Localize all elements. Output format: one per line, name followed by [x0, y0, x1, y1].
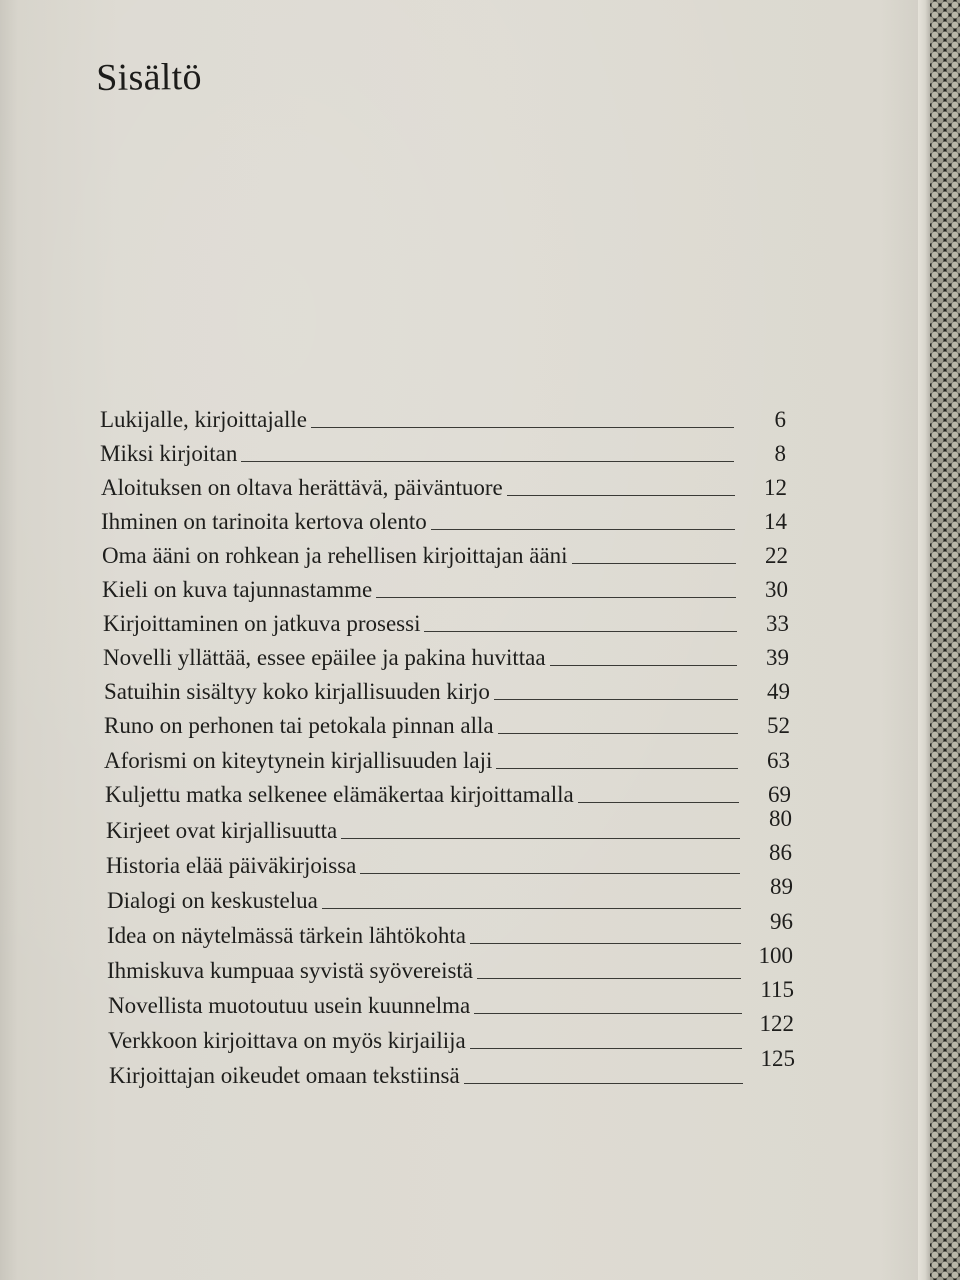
toc-entry-page: 80 — [769, 806, 792, 831]
toc-entry — [100, 438, 786, 468]
toc-entry-title: Ihmiskuva kumpuaa syvistä syövereistä — [107, 958, 474, 983]
toc-entry — [102, 540, 788, 570]
toc-entry — [104, 676, 790, 706]
toc-entry — [106, 840, 792, 880]
toc-entry-title: Novellista muotoutuu usein kuunnelma — [108, 993, 471, 1018]
toc-entry — [108, 1011, 794, 1055]
toc-entry-title: Kirjoittaminen on jatkuva prosessi — [103, 611, 421, 636]
toc-entry-title: Ihminen on tarinoita kertova olento — [101, 509, 427, 534]
toc-entry — [101, 506, 787, 536]
toc-entry-title: Kuljettu matka selkenee elämäkertaa kirjoittamalla — [105, 782, 574, 807]
toc-entry-title: Idea on näytelmässä tärkein lähtökohta — [107, 923, 466, 948]
leader-line — [498, 733, 738, 734]
leader-line — [341, 838, 740, 839]
page-title: Sisältö — [96, 55, 203, 99]
leader-line — [322, 908, 741, 909]
leader-line — [474, 1013, 742, 1014]
toc-entry-page: 33 — [766, 611, 789, 636]
leader-line — [360, 873, 740, 874]
leader-line — [578, 802, 739, 803]
leader-line — [464, 1083, 743, 1084]
toc-entry-page: 14 — [764, 509, 787, 534]
fabric-background — [930, 0, 960, 1280]
leader-line — [507, 495, 735, 496]
toc-entry — [104, 745, 790, 775]
toc-entry-title: Kirjoittajan oikeudet omaan tekstiinsä — [109, 1063, 460, 1088]
leader-line — [477, 978, 741, 979]
toc-entry-page: 12 — [764, 475, 787, 500]
toc-entry-title: Aloituksen on oltava herättävä, päiväntuore — [101, 475, 503, 500]
toc-entry-title: Dialogi on keskustelua — [107, 888, 318, 913]
toc-entry — [107, 874, 793, 915]
leader-line — [470, 943, 741, 944]
toc-entry-page: 63 — [767, 748, 790, 773]
toc-entry-title: Aforismi on kiteytynein kirjallisuuden laji — [104, 748, 493, 773]
toc-entry — [109, 1046, 795, 1090]
toc-entry-page: 8 — [774, 441, 786, 466]
toc-entry-page: 69 — [768, 782, 791, 807]
toc-entry — [107, 909, 793, 950]
leader-line — [431, 529, 735, 530]
leader-line — [470, 1048, 742, 1049]
leader-line — [424, 631, 737, 632]
toc-entry — [103, 608, 789, 638]
toc-entry-title: Lukijalle, kirjoittajalle — [100, 407, 307, 432]
leader-line — [376, 597, 736, 598]
toc-entry — [103, 642, 789, 672]
toc-entry-title: Oma ääni on rohkean ja rehellisen kirjoittajan ääni — [102, 543, 568, 568]
leader-line — [550, 665, 737, 666]
toc-entry-page: 125 — [760, 1046, 795, 1071]
toc-entry — [101, 472, 787, 502]
toc-entry-page: 100 — [758, 943, 793, 968]
toc-entry — [100, 404, 786, 434]
toc-entry-title: Kieli on kuva tajunnastamme — [102, 577, 373, 602]
toc-entry-page: 89 — [770, 874, 793, 899]
toc-entry — [102, 574, 788, 604]
toc-entry-title: Runo on perhonen tai petokala pinnan alla — [104, 713, 494, 738]
toc-entry-title: Novelli yllättää, essee epäilee ja pakina huvittaa — [103, 645, 546, 670]
toc-entry-page: 22 — [765, 543, 788, 568]
toc-entry-page: 52 — [767, 713, 790, 738]
toc-entry-page: 86 — [769, 840, 792, 865]
toc-entry-page: 49 — [767, 679, 790, 704]
toc-entry — [106, 806, 792, 845]
toc-entry-title: Kirjeet ovat kirjallisuutta — [106, 818, 338, 843]
leader-line — [572, 563, 736, 564]
toc-entry-page: 115 — [760, 977, 794, 1002]
toc-entry — [107, 943, 793, 985]
leader-line — [311, 427, 734, 428]
toc-entry — [108, 977, 794, 1020]
leader-line — [496, 768, 738, 769]
page-edge — [918, 0, 930, 1280]
toc-entry-page: 6 — [774, 407, 786, 432]
toc-entry-page: 96 — [770, 909, 793, 934]
toc-entry-title: Verkkoon kirjoittava on myös kirjailija — [108, 1028, 466, 1053]
leader-line — [241, 461, 734, 462]
toc-entry-title: Satuihin sisältyy koko kirjallisuuden kirjo — [104, 679, 490, 704]
toc-entry-title: Historia elää päiväkirjoissa — [106, 853, 357, 878]
toc-entry-page: 39 — [766, 645, 789, 670]
toc-entry — [104, 710, 790, 740]
toc-entry-title: Miksi kirjoitan — [100, 441, 238, 466]
toc-entry-page: 30 — [765, 577, 788, 602]
toc-entry — [105, 779, 791, 809]
leader-line — [494, 699, 738, 700]
toc-entry-page: 122 — [759, 1011, 794, 1036]
